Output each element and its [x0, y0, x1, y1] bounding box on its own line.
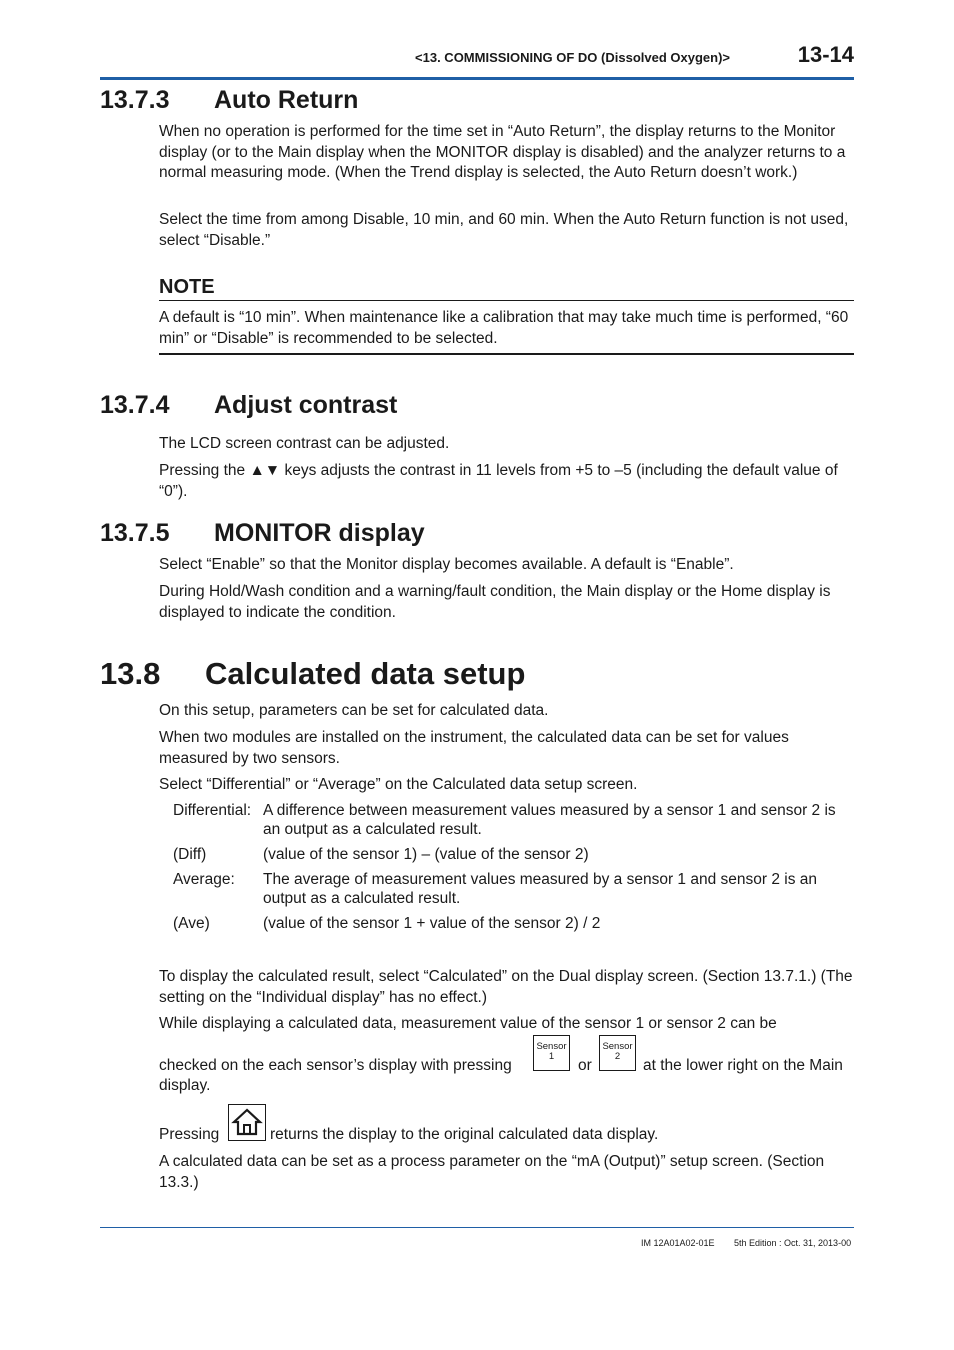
paragraph: When two modules are installed on the instrument, the calculated data can be set for values measured by two sensors.: [159, 729, 789, 767]
paragraph: The LCD screen contrast can be adjusted.: [159, 435, 450, 452]
edition-info: 5th Edition : Oct. 31, 2013-00: [734, 1238, 852, 1248]
paragraph: During Hold/Wash condition and a warning/fault condition, the Main display or the Home display is displayed to indicate the condition.: [159, 583, 831, 621]
section-title: Auto Return: [214, 86, 359, 114]
paragraph: Pressing the ▲▼ keys adjusts the contrast in 11 levels from +5 to –5 (including the default value of “0”).: [159, 462, 838, 500]
paragraph: While displaying a calculated data, measurement value of the sensor 1 or sensor 2 can be: [159, 1015, 777, 1032]
section-number: 13.7.5: [100, 519, 170, 547]
section-heading-13-7-4: [100, 391, 397, 420]
section-heading-13-8: [100, 656, 525, 692]
paragraph: Select “Differential” or “Average” on the Calculated data setup screen.: [159, 776, 638, 793]
definition-term: (Diff): [173, 846, 207, 863]
section-title: Calculated data setup: [205, 656, 526, 691]
section-number: 13.7.3: [100, 86, 170, 114]
definition-term: (Ave): [173, 915, 210, 932]
chapter-title: <13. COMMISSIONING OF DO (Dissolved Oxygen)>: [415, 50, 730, 65]
paragraph: Select the time from among Disable, 10 min, and 60 min. When the Auto Return function is not used, select “Disable.”: [159, 211, 849, 249]
section-title: Adjust contrast: [214, 391, 398, 419]
home-icon: [229, 1105, 265, 1140]
section-heading-13-7-5: [100, 519, 425, 548]
section-heading-13-7-3: [100, 86, 358, 115]
sensor-1-key: [533, 1035, 570, 1071]
key-label: Sensor: [536, 1041, 567, 1052]
inline-text: at the lower right on the Main: [643, 1057, 843, 1074]
inline-text: or: [578, 1057, 592, 1074]
inline-text: checked on the each sensor’s display with pressing: [159, 1057, 512, 1074]
definition-term: Differential:: [173, 802, 252, 819]
definition-desc: (value of the sensor 1 + value of the sensor 2) / 2: [263, 915, 601, 932]
key-label: Sensor: [602, 1041, 633, 1052]
note-text: A default is “10 min”. When maintenance like a calibration that may take much time is performed, “60 min” or “Disable” is recommended to be selected.: [159, 309, 849, 347]
paragraph: When no operation is performed for the time set in “Auto Return”, the display returns to the Monitor display (or to the Main display when the MONITOR display is disabled) and the analyzer returns to a normal measuring mode. (When the Trend display is selected, the Auto Return doesn’t work.): [159, 123, 846, 181]
key-number: 1: [548, 1051, 555, 1062]
inline-text: Pressing: [159, 1126, 220, 1143]
definition-desc: (value of the sensor 1) – (value of the sensor 2): [263, 846, 589, 863]
paragraph: On this setup, parameters can be set for calculated data.: [159, 702, 549, 719]
note-title: NOTE: [159, 276, 854, 301]
paragraph: Select “Enable” so that the Monitor display becomes available. A default is “Enable”.: [159, 556, 734, 573]
section-number: 13.7.4: [100, 391, 170, 419]
section-title: MONITOR display: [214, 519, 425, 547]
key-number: 2: [614, 1051, 621, 1062]
sensor-2-key: [599, 1035, 636, 1071]
definition-desc: The average of measurement values measured by a sensor 1 and sensor 2 is an output as a calculated result.: [263, 871, 818, 907]
definition-term: Average:: [173, 871, 235, 888]
footer-rule: [100, 1227, 854, 1228]
document-id: IM 12A01A02-01E: [641, 1238, 715, 1248]
paragraph: To display the calculated result, select “Calculated” on the Dual display screen. (Section 13.7.1.) (The setting on the “Individual display” has no effect.): [159, 968, 853, 1006]
paragraph: A calculated data can be set as a process parameter on the “mA (Output)” setup screen. (Section 13.3.): [159, 1153, 825, 1191]
page-number: 13-14: [797, 42, 854, 67]
section-number: 13.8: [100, 656, 161, 691]
note-bottom-rule: [159, 353, 854, 355]
page-header: [100, 40, 854, 80]
home-key: [228, 1104, 266, 1141]
definition-desc: A difference between measurement values measured by a sensor 1 and sensor 2 is an output as a calculated result.: [263, 802, 836, 838]
inline-text: display.: [159, 1077, 211, 1094]
inline-text: returns the display to the original calculated data display.: [270, 1126, 659, 1143]
